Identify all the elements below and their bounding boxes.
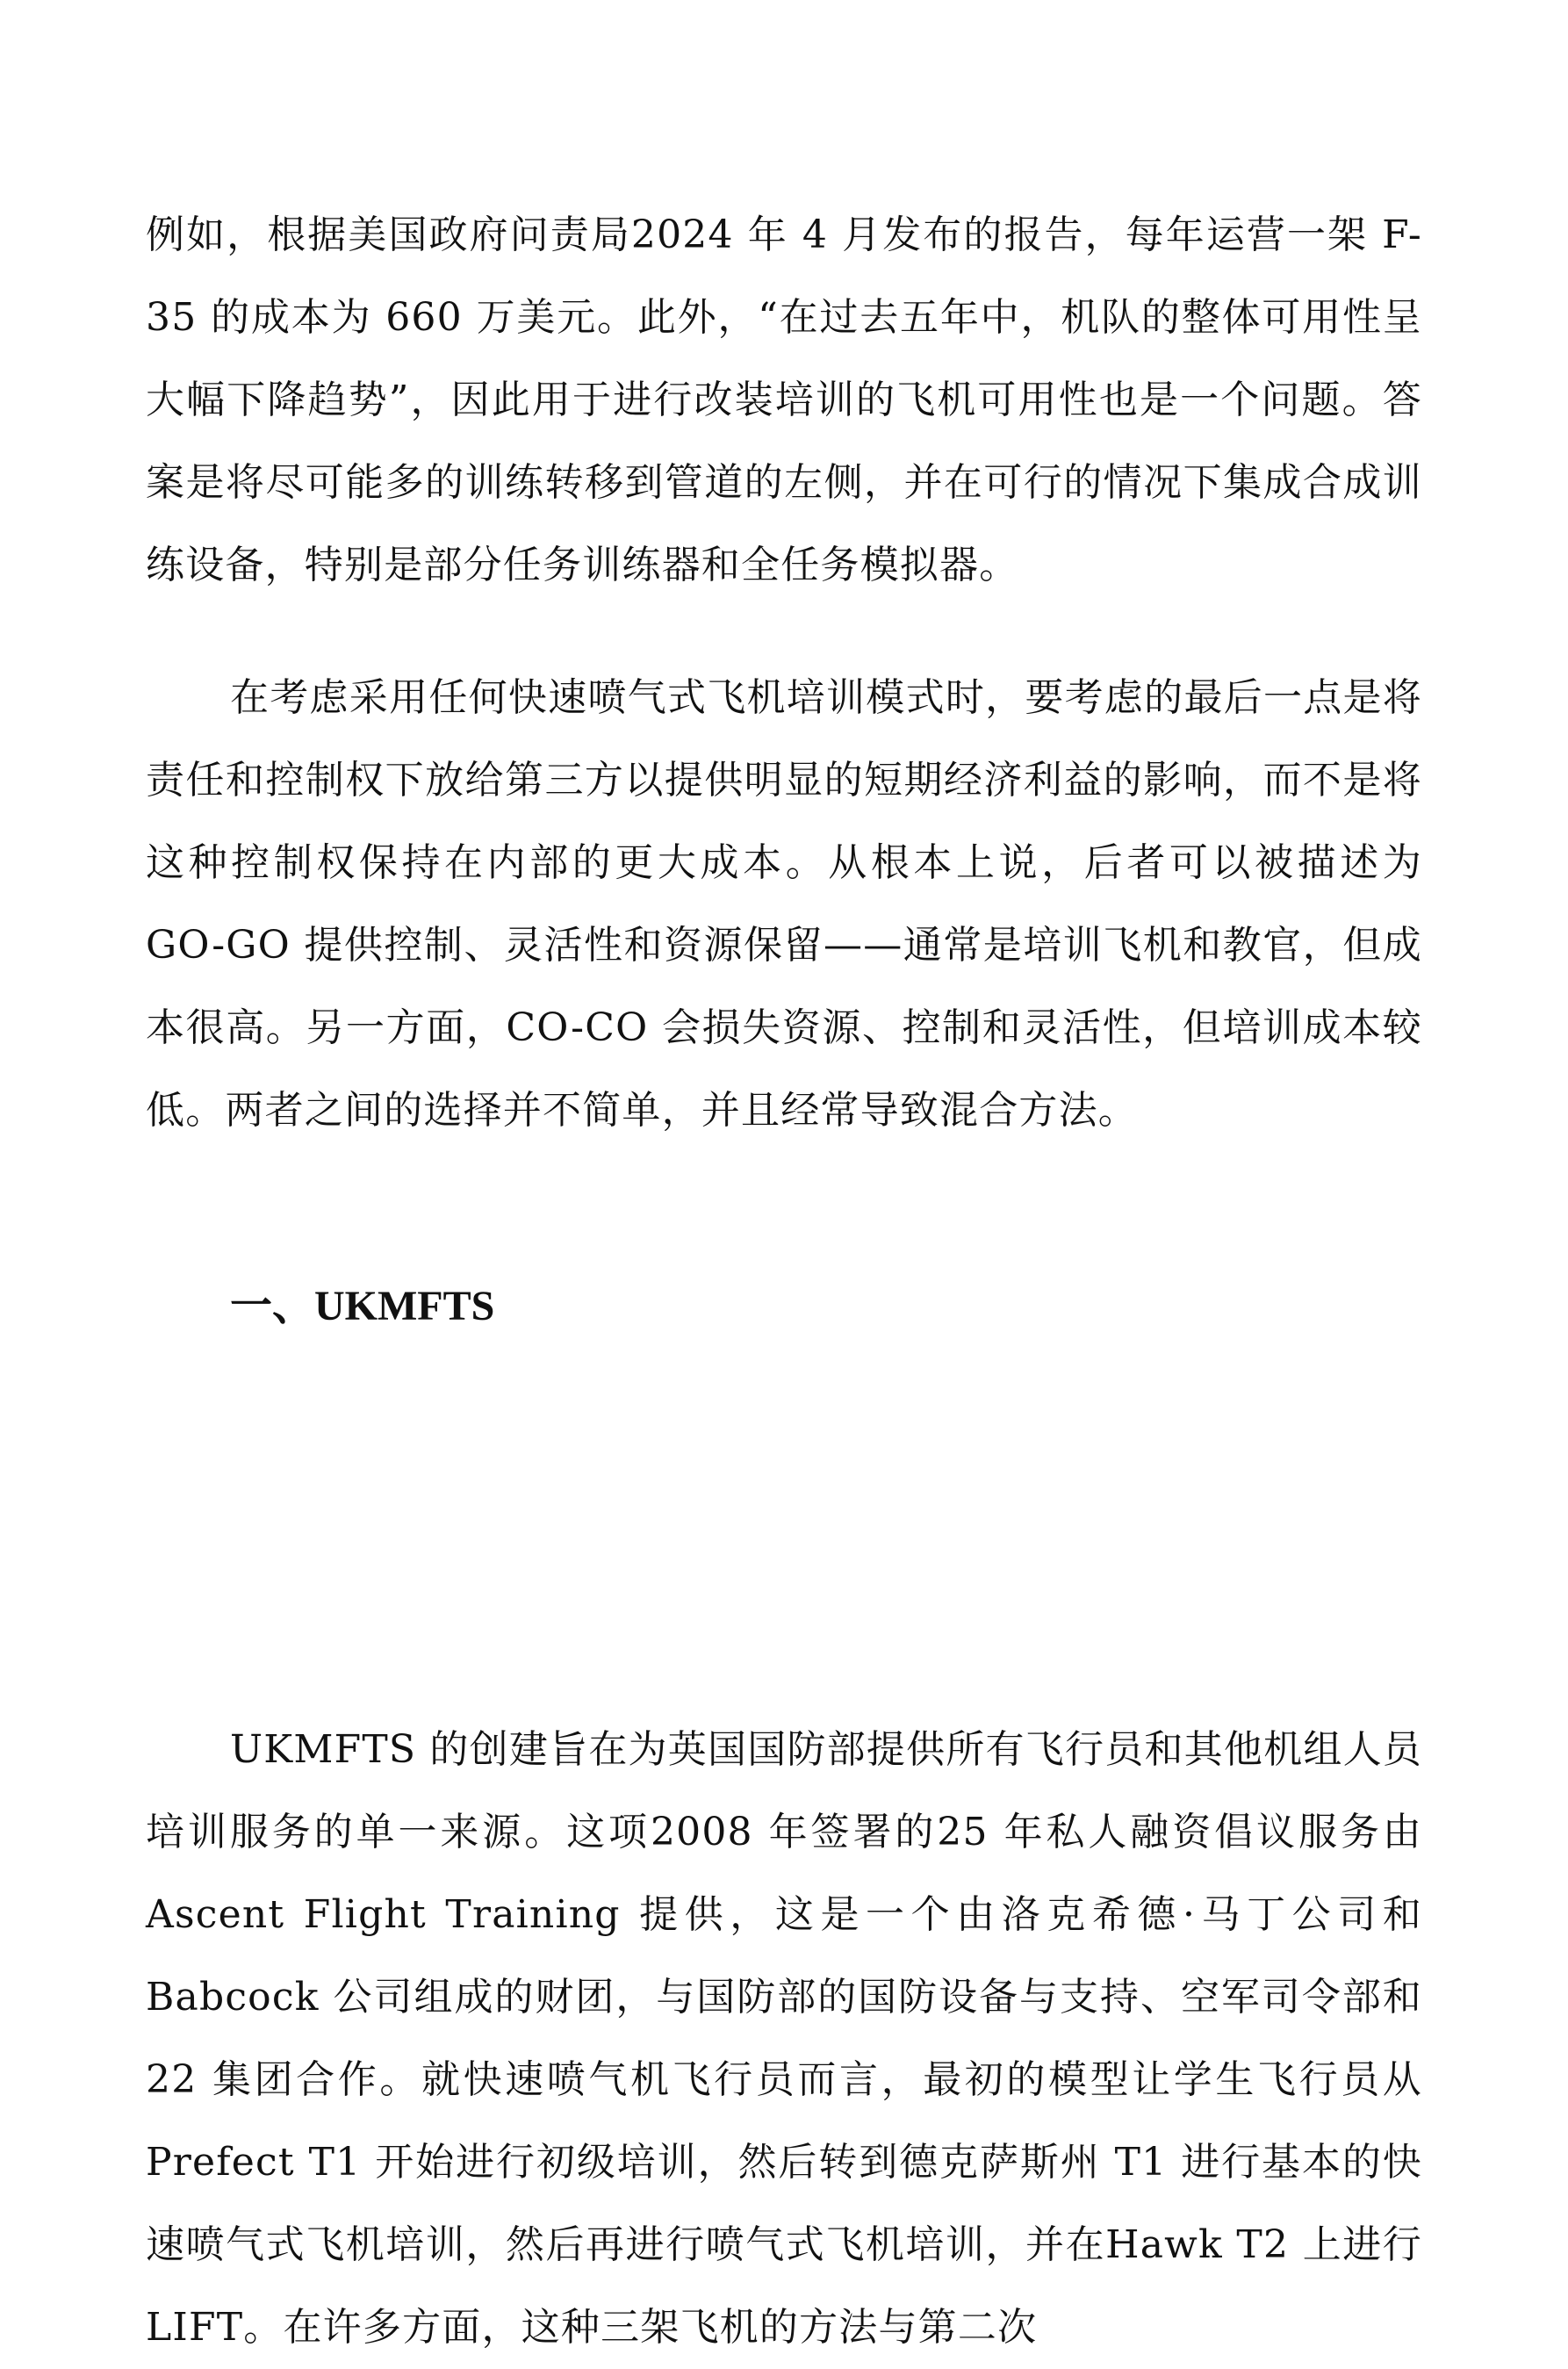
body-paragraph: UKMFTS 的创建旨在为英国国防部提供所有飞行员和其他机组人员培训服务的单一来源。这项2008 年签署的25 年私人融资倡议服务由Ascent Flight Training 提供，这是一个由洛克希德·马丁公司和Babcock 公司组成的财团，与国防部的国防设备与支持、空军司令部和22 集团合作。就快速喷气机飞行员而言，最初的模型让学生飞行员从 Prefect T1 开始进行初级培训，然后转到德克萨斯州 T1 进行基本的快速喷气式飞机培训，然后再进行喷气式飞机培训，并在Hawk T2 上进行 LIFT。在许多方面，这种三架飞机的方法与第二次 — [146, 1727, 1422, 2350]
section-heading: 一、UKMFTS — [230, 1283, 495, 1329]
body-paragraph: 在考虑采用任何快速喷气式飞机培训模式时，要考虑的最后一点是将责任和控制权下放给第三方以提供明显的短期经济利益的影响，而不是将这种控制权保持在内部的更大成本。从根本上说，后者可以被描述为 GO-GO 提供控制、灵活性和资源保留——通常是培训飞机和教官，但成本很高。另一方面，CO-CO 会损失资源、控制和灵活性，但培训成本较低。两者之间的选择并不简单，并且经常导致混合方法。 — [146, 675, 1422, 1133]
body-paragraph: 例如，根据美国政府问责局2024 年 4 月发布的报告，每年运营一架 F-35 的成本为 660 万美元。此外，“在过去五年中，机队的整体可用性呈大幅下降趋势”，因此用于进行改装培训的飞机可用性也是一个问题。答案是将尽可能多的训练转移到管道的左侧，并在可行的情况下集成合成训练设备，特别是部分任务训练器和全任务模拟器。 — [146, 212, 1422, 587]
